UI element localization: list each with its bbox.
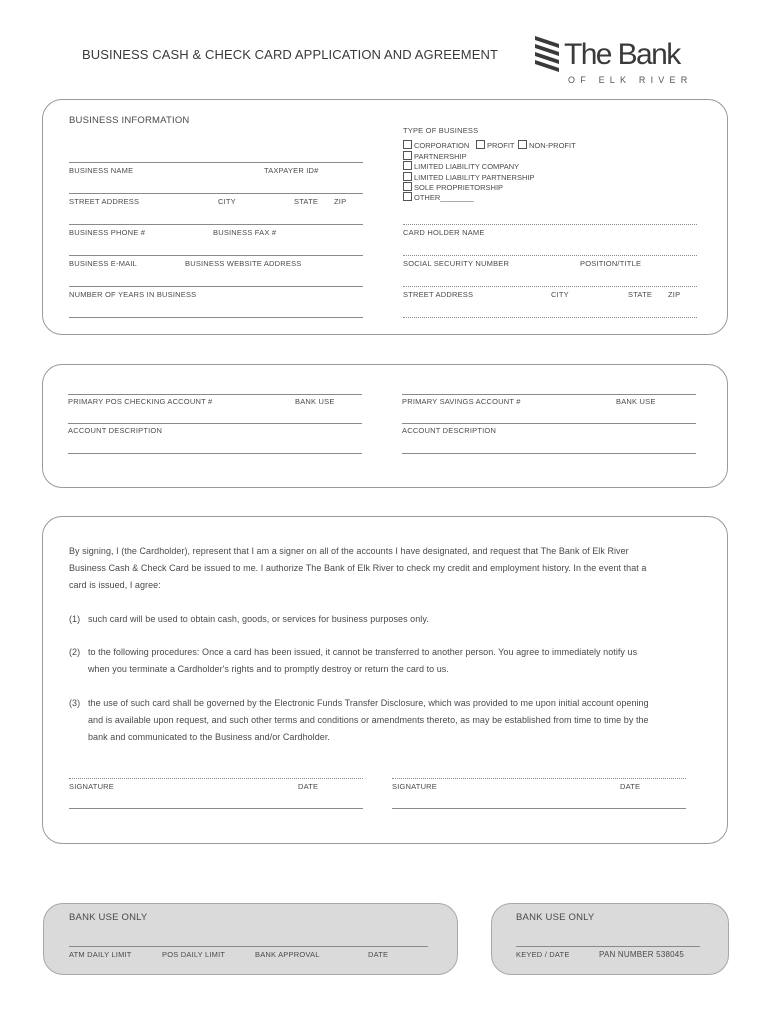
business-fax-label: BUSINESS FAX # — [213, 228, 277, 237]
signature-left-value-line[interactable] — [69, 808, 363, 809]
type-of-business-heading: TYPE OF BUSINESS — [403, 126, 479, 135]
business-phone-line[interactable] — [69, 224, 363, 225]
bank-use-left-line[interactable] — [69, 946, 428, 947]
signature-left-label: SIGNATURE — [69, 782, 114, 791]
form-title: BUSINESS CASH & CHECK CARD APPLICATION AND AGREEMENT — [82, 47, 498, 62]
cardholder-street-line[interactable] — [403, 286, 697, 287]
llp-checkbox[interactable] — [403, 172, 412, 181]
account-desc-left-label: ACCOUNT DESCRIPTION — [68, 426, 163, 435]
logo-subtitle: OF ELK RIVER — [568, 75, 693, 85]
other-label: OTHER________ — [414, 193, 474, 202]
bank-logo — [533, 34, 693, 88]
business-name-line[interactable] — [69, 162, 363, 163]
primary-savings-label: PRIMARY SAVINGS ACCOUNT # — [402, 397, 521, 406]
profit-label: PROFIT — [487, 141, 515, 150]
keyed-date-label: KEYED / DATE — [516, 950, 570, 959]
option-partnership[interactable] — [403, 151, 467, 161]
account-desc-right-value-line[interactable] — [402, 453, 696, 454]
signature-right-value-line[interactable] — [392, 808, 686, 809]
option-llp[interactable] — [403, 172, 534, 182]
non-profit-checkbox[interactable] — [518, 140, 527, 149]
signature-left-line[interactable] — [69, 778, 363, 779]
sole-proprietorship-label: SOLE PROPRIETORSHIP — [414, 183, 504, 192]
business-info-panel — [42, 99, 728, 335]
cardholder-street-label: STREET ADDRESS — [403, 290, 474, 299]
partnership-label: PARTNERSHIP — [414, 152, 467, 161]
date-right-label: DATE — [620, 782, 641, 791]
pos-daily-limit-label: POS DAILY LIMIT — [162, 950, 226, 959]
item-2-number: (2) — [69, 647, 81, 657]
option-corporation[interactable] — [403, 140, 469, 150]
primary-checking-label: PRIMARY POS CHECKING ACCOUNT # — [68, 397, 213, 406]
cardholder-city-label: CITY — [551, 290, 569, 299]
street-address-label: STREET ADDRESS — [69, 197, 140, 206]
partnership-checkbox[interactable] — [403, 151, 412, 160]
signature-right-label: SIGNATURE — [392, 782, 437, 791]
sole-proprietorship-checkbox[interactable] — [403, 182, 412, 191]
primary-savings-line[interactable] — [402, 394, 696, 395]
agreement-intro-line-3: card is issued, I agree: — [69, 580, 161, 590]
llp-label: LIMITED LIABILITY PARTNERSHIP — [414, 173, 535, 182]
business-phone-label: BUSINESS PHONE # — [69, 228, 146, 237]
bank-use-only-left-heading: BANK USE ONLY — [69, 912, 148, 923]
item-3-line-1: the use of such card shall be governed by the Electronic Funds Transfer Disclosure, which was provided to me upon initial account opening — [88, 698, 649, 708]
primary-checking-line[interactable] — [68, 394, 362, 395]
ssn-line[interactable] — [403, 255, 697, 256]
option-llc[interactable] — [403, 161, 519, 171]
card-holder-name-label: CARD HOLDER NAME — [403, 228, 485, 237]
business-info-heading: BUSINESS INFORMATION — [69, 115, 190, 126]
llc-checkbox[interactable] — [403, 161, 412, 170]
item-1-line-1: such card will be used to obtain cash, goods, or services for business purposes only. — [88, 614, 429, 624]
business-email-label: BUSINESS E-MAIL — [69, 259, 138, 268]
bank-use-left-label: BANK USE — [295, 397, 335, 406]
signature-right-line[interactable] — [392, 778, 686, 779]
years-in-business-label: NUMBER OF YEARS IN BUSINESS — [69, 290, 197, 299]
pan-number-label: PAN NUMBER 538045 — [599, 950, 685, 959]
business-website-label: BUSINESS WEBSITE ADDRESS — [185, 259, 302, 268]
agreement-intro-line-1: By signing, I (the Cardholder), represent that I am a signer on all of the accounts I have designated, and request that The Bank of Elk River — [69, 546, 629, 556]
llc-label: LIMITED LIABILITY COMPANY — [414, 162, 520, 171]
atm-daily-limit-label: ATM DAILY LIMIT — [69, 950, 132, 959]
bank-approval-label: BANK APPROVAL — [255, 950, 320, 959]
option-profit[interactable] — [476, 140, 515, 150]
cardholder-zip-label: ZIP — [668, 290, 681, 299]
item-2-line-2: when you terminate a Cardholder's rights and to promptly destroy or return the card to us. — [88, 664, 449, 674]
cardholder-state-label: STATE — [628, 290, 653, 299]
logo-name: The Bank — [564, 38, 680, 71]
bank-stripes-icon — [533, 34, 563, 74]
item-2-line-1: to the following procedures: Once a card has been issued, it cannot be transferred to another person. You agree to immediately notify us — [88, 647, 638, 657]
non-profit-label: NON-PROFIT — [529, 141, 576, 150]
years-in-business-line[interactable] — [69, 286, 363, 287]
account-desc-left-value-line[interactable] — [68, 453, 362, 454]
item-3-number: (3) — [69, 698, 81, 708]
street-address-line[interactable] — [69, 193, 363, 194]
years-in-business-value-line[interactable] — [69, 317, 363, 318]
taxpayer-id-label: TAXPAYER ID# — [264, 166, 319, 175]
keyed-date-line[interactable] — [516, 946, 700, 947]
option-non-profit[interactable] — [518, 140, 576, 150]
option-sole-proprietorship[interactable] — [403, 182, 503, 192]
city-label: CITY — [218, 197, 236, 206]
zip-label: ZIP — [334, 197, 347, 206]
card-holder-name-line[interactable] — [403, 224, 697, 225]
other-checkbox[interactable] — [403, 192, 412, 201]
corporation-checkbox[interactable] — [403, 140, 412, 149]
business-email-line[interactable] — [69, 255, 363, 256]
profit-checkbox[interactable] — [476, 140, 485, 149]
item-3-line-2: and is available upon request, and such other terms and conditions or amendments thereto, as may be established from time to time by the — [88, 715, 649, 725]
ssn-label: SOCIAL SECURITY NUMBER — [403, 259, 510, 268]
state-label: STATE — [294, 197, 319, 206]
option-other[interactable] — [403, 192, 474, 202]
account-desc-right-line[interactable] — [402, 423, 696, 424]
account-desc-left-line[interactable] — [68, 423, 362, 424]
date-left-label: DATE — [298, 782, 319, 791]
bank-use-only-right-heading: BANK USE ONLY — [516, 912, 595, 923]
bank-use-right-label: BANK USE — [616, 397, 656, 406]
corporation-label: CORPORATION — [414, 141, 470, 150]
item-1-number: (1) — [69, 614, 81, 624]
business-name-label: BUSINESS NAME — [69, 166, 134, 175]
bank-use-date-label: DATE — [368, 950, 389, 959]
agreement-intro-line-2: Business Cash & Check Card be issued to me. I authorize The Bank of Elk River to check my credit and employment history. In the event that a — [69, 563, 647, 573]
account-desc-right-label: ACCOUNT DESCRIPTION — [402, 426, 497, 435]
cardholder-address-value-line[interactable] — [403, 317, 697, 318]
position-title-label: POSITION/TITLE — [580, 259, 642, 268]
item-3-line-3: bank and communicated to the Business and/or Cardholder. — [88, 732, 330, 742]
